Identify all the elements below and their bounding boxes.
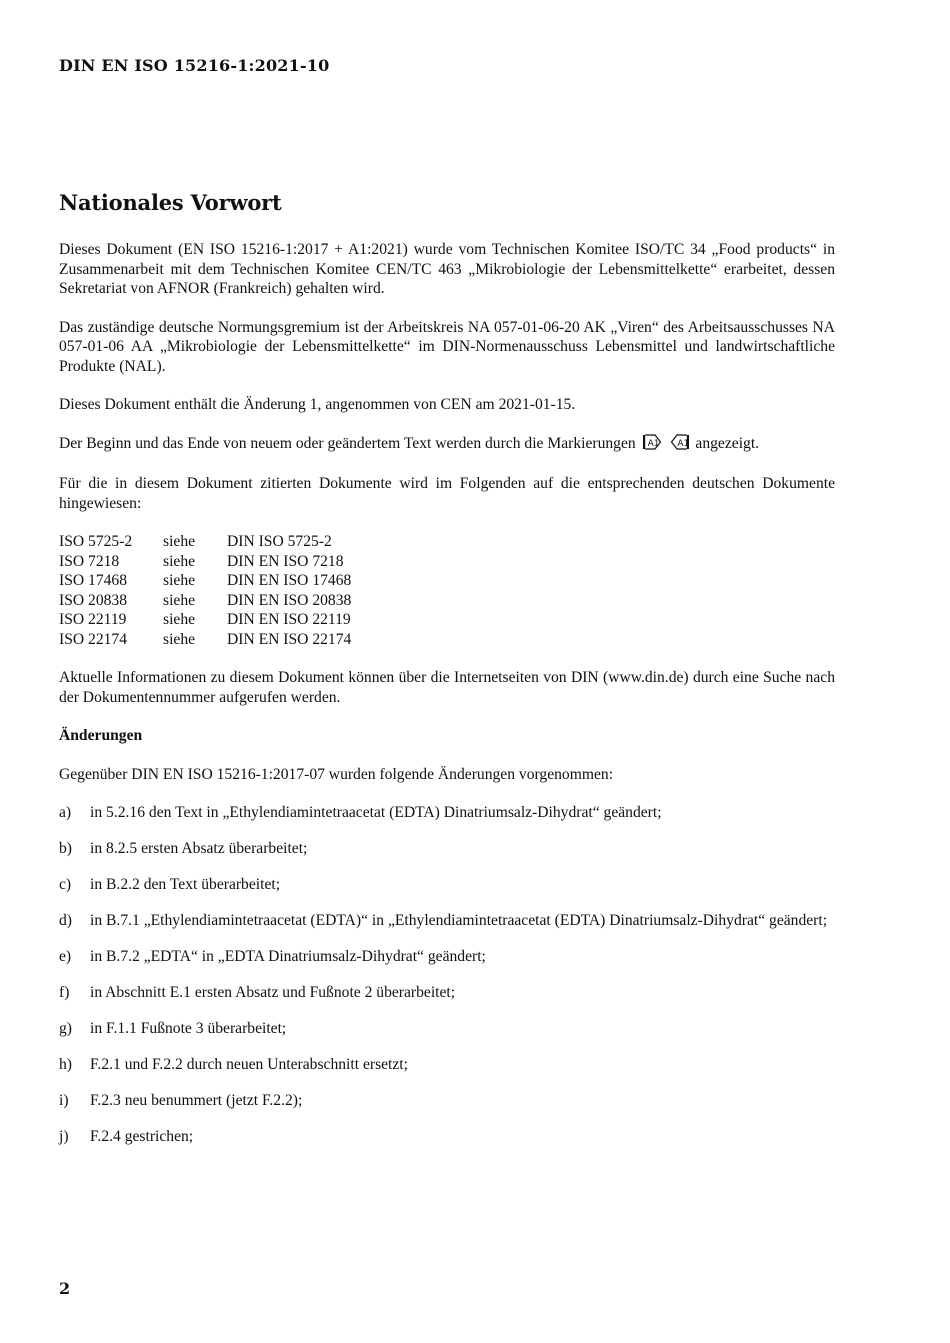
list-item-text: in Abschnitt E.1 ersten Absatz und Fußnote 2 überarbeitet; xyxy=(90,984,456,1001)
list-item-text: in 5.2.16 den Text in „Ethylendiamintetraacetat (EDTA) Dinatriumsalz-Dihydrat“ geändert; xyxy=(90,804,662,821)
reference-iso: ISO 20838 xyxy=(59,591,128,609)
reference-sep: siehe xyxy=(163,533,196,550)
reference-iso: ISO 17468 xyxy=(59,572,128,589)
list-item-label: h) xyxy=(59,1056,72,1073)
list-item-text: F.2.4 gestrichen; xyxy=(90,1128,194,1145)
reference-sep: siehe xyxy=(163,552,196,570)
page-title: Nationales Vorwort xyxy=(59,190,282,215)
reference-row xyxy=(59,610,351,630)
reference-sep: siehe xyxy=(163,611,196,628)
reference-row xyxy=(59,571,351,591)
list-item xyxy=(59,1055,835,1075)
page-number: 2 xyxy=(59,1279,71,1298)
reference-din: DIN EN ISO 20838 xyxy=(227,591,352,609)
list-item-label: d) xyxy=(59,912,72,929)
document-code-header: DIN EN ISO 15216-1:2021-10 xyxy=(59,56,330,75)
reference-iso: ISO 22119 xyxy=(59,611,127,628)
paragraph-din-info: Aktuelle Informationen zu diesem Dokument können über die Internetseiten von DIN (www.din.de) durch eine Suche nach der Dokumentennummer aufgerufen werden. xyxy=(59,669,835,706)
list-item xyxy=(59,1091,835,1111)
list-item xyxy=(59,803,835,823)
reference-din: DIN EN ISO 17468 xyxy=(227,572,352,589)
paragraph-markers xyxy=(59,434,835,456)
changes-list xyxy=(59,803,835,1147)
list-item-label: a) xyxy=(59,804,72,821)
list-item-label: e) xyxy=(59,948,72,965)
document-body xyxy=(59,240,835,1163)
list-item-label: i) xyxy=(59,1092,69,1109)
reference-iso: ISO 7218 xyxy=(59,552,120,570)
list-item-label: c) xyxy=(59,876,72,893)
reference-din: DIN EN ISO 22174 xyxy=(227,630,352,648)
paragraph-standards-body: Das zuständige deutsche Normungsgremium ist der Arbeitskreis NA 057-01-06-20 AK „Viren“ des Arbeitsausschusses NA 057-01-06 AA „Mikrobiologie der Lebensmittelkette“ im DIN-Normenausschuss Lebensmittel und landwirtschaftliche Produkte (NAL). xyxy=(59,318,835,375)
reference-row xyxy=(59,591,351,611)
list-item-text: F.2.1 und F.2.2 durch neuen Unterabschnitt ersetzt; xyxy=(90,1056,408,1073)
list-item-label: j) xyxy=(59,1128,69,1145)
amendment-start-marker-icon xyxy=(642,434,662,456)
reference-iso: ISO 5725-2 xyxy=(59,533,133,550)
amendment-end-marker-icon xyxy=(670,434,690,456)
list-item xyxy=(59,875,835,895)
reference-sep: siehe xyxy=(163,630,196,648)
list-item-label: f) xyxy=(59,984,70,1001)
list-item xyxy=(59,947,835,967)
list-item-text: in F.1.1 Fußnote 3 überarbeitet; xyxy=(90,1020,287,1037)
list-item xyxy=(59,983,835,1003)
paragraph-references-intro: Für die in diesem Dokument zitierten Dokumente wird im Folgenden auf die entsprechenden deutschen Dokumente hingewiesen: xyxy=(59,475,835,512)
markers-text-before: Der Beginn und das Ende von neuem oder geändertem Text werden durch die Markierungen xyxy=(59,434,636,452)
list-item-text: in B.7.2 „EDTA“ in „EDTA Dinatriumsalz-Dihydrat“ geändert; xyxy=(90,948,486,965)
reference-table xyxy=(59,532,351,649)
reference-din: DIN ISO 5725-2 xyxy=(227,533,332,550)
amendment-end-marker-label: A1 xyxy=(676,438,689,449)
reference-sep: siehe xyxy=(163,572,196,589)
list-item xyxy=(59,839,835,859)
paragraph-committee: Dieses Dokument (EN ISO 15216-1:2017 + A1:2021) wurde vom Technischen Komitee ISO/TC 34 „Food products“ in Zusammenarbeit mit dem Technischen Komitee CEN/TC 463 „Mikrobiologie der Lebensmittelkette“ erarbeitet, dessen Sekretariat von AFNOR (Frankreich) gehalten wird. xyxy=(59,241,835,297)
reference-row xyxy=(59,532,351,552)
reference-din: DIN EN ISO 22119 xyxy=(227,611,351,628)
reference-row xyxy=(59,552,351,572)
paragraph-amendment: Dieses Dokument enthält die Änderung 1, angenommen von CEN am 2021-01-15. xyxy=(59,396,576,413)
reference-sep: siehe xyxy=(163,591,196,609)
list-item xyxy=(59,1019,835,1039)
reference-iso: ISO 22174 xyxy=(59,630,128,648)
amendment-start-marker-label: A1 xyxy=(647,438,660,449)
list-item-label: b) xyxy=(59,840,72,857)
markers-text-after: angezeigt. xyxy=(695,434,760,452)
reference-row xyxy=(59,630,351,650)
changes-intro: Gegenüber DIN EN ISO 15216-1:2017-07 wurden folgende Änderungen vorgenommen: xyxy=(59,765,614,783)
list-item-text: in B.7.1 „Ethylendiamintetraacetat (EDTA)“ in „Ethylendiamintetraacetat (EDTA) Dinatriumsalz-Dihydrat“ geändert; xyxy=(90,912,828,929)
reference-din: DIN EN ISO 7218 xyxy=(227,552,344,570)
list-item-text: in B.2.2 den Text überarbeitet; xyxy=(90,876,281,893)
list-item xyxy=(59,911,835,931)
changes-heading: Änderungen xyxy=(59,727,143,744)
list-item-text: F.2.3 neu benummert (jetzt F.2.2); xyxy=(90,1092,303,1109)
list-item xyxy=(59,1127,835,1147)
list-item-label: g) xyxy=(59,1020,72,1037)
list-item-text: in 8.2.5 ersten Absatz überarbeitet; xyxy=(90,840,308,857)
